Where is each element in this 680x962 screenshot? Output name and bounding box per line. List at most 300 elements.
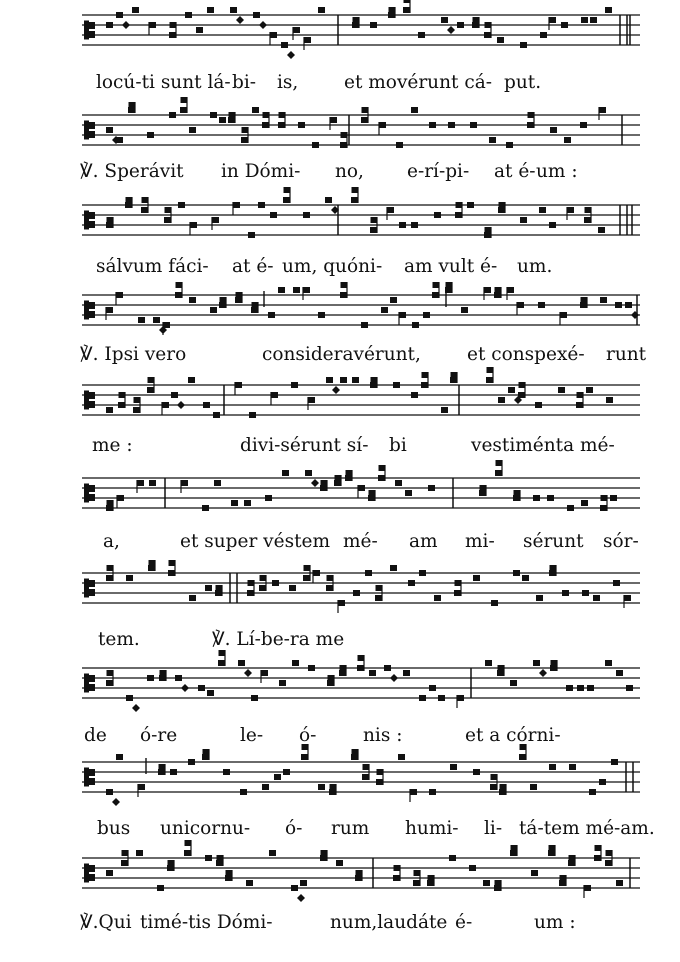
clef-upper <box>88 122 95 129</box>
neume-note <box>485 660 492 666</box>
lyric-syllable: locú-ti sunt lá- <box>96 72 231 93</box>
neume-note <box>520 42 527 48</box>
neume-note <box>138 317 145 323</box>
lyric-syllable: bi <box>389 435 407 456</box>
neume-note <box>483 880 490 886</box>
neume-note <box>508 387 515 393</box>
neume-note <box>600 297 607 303</box>
neume-note <box>249 412 256 418</box>
neume-note <box>539 207 546 213</box>
neume-note <box>304 37 311 43</box>
neume-note <box>136 850 143 856</box>
lyric-syllable: é- <box>455 912 473 933</box>
neume-note <box>616 670 623 676</box>
neume-note <box>507 287 514 293</box>
neume-note <box>606 397 613 403</box>
neume-note <box>241 137 248 143</box>
neume-note <box>611 759 618 765</box>
neume-note <box>381 307 388 313</box>
neume-note <box>116 754 123 760</box>
neume-note <box>169 32 176 38</box>
neume-note <box>318 312 325 318</box>
lyric-syllable: ó- <box>299 725 317 746</box>
neume-note <box>538 302 545 308</box>
neume-note <box>265 495 272 501</box>
neume-note <box>238 660 245 666</box>
clef-lower <box>88 684 95 691</box>
lyric-syllable: vestiménta mé- <box>471 435 615 456</box>
neume-note <box>292 660 299 666</box>
neume-note <box>587 685 594 691</box>
lyric-syllable: ℣. Ipsi vero <box>80 344 187 365</box>
neume-note <box>274 774 281 780</box>
neume-note <box>326 377 333 383</box>
neume-note <box>411 392 418 398</box>
neume-note <box>562 590 569 596</box>
neume-note <box>244 500 251 506</box>
neume-note <box>467 202 474 208</box>
neume-note <box>196 27 203 33</box>
neume-note <box>175 292 182 298</box>
neume-note <box>293 27 300 33</box>
neume-rhombus <box>177 401 185 409</box>
neume-note <box>300 880 307 886</box>
neume-note <box>540 32 547 38</box>
neume-note <box>438 695 445 701</box>
neume-note <box>164 217 171 223</box>
neume-note <box>484 32 491 38</box>
neume-note <box>185 12 192 18</box>
lyric-syllable: me : <box>92 435 133 456</box>
neume-note <box>473 769 480 775</box>
neume-note <box>403 7 410 13</box>
neume-note <box>198 685 205 691</box>
neume-note <box>530 784 537 790</box>
neume-rhombus <box>390 674 398 682</box>
neume-note <box>279 680 286 686</box>
neume-note <box>469 865 476 871</box>
neume-rhombus <box>132 704 140 712</box>
neume-note <box>149 22 156 28</box>
neume-note <box>441 17 448 23</box>
neume-note <box>547 495 554 501</box>
neume-note <box>600 505 607 511</box>
neume-note <box>489 137 496 143</box>
neume-note <box>106 22 113 28</box>
neume-note <box>450 764 457 770</box>
neume-note <box>403 670 410 676</box>
neume-note <box>301 754 308 760</box>
lyric-syllable: mi- <box>465 531 495 552</box>
neume-note <box>132 7 139 13</box>
neume-note <box>449 855 456 861</box>
neume-note <box>171 392 178 398</box>
neume-note <box>518 392 525 398</box>
neume-note <box>428 485 435 491</box>
neume-note <box>610 495 617 501</box>
lyric-syllable: ℣.Qui <box>80 912 132 933</box>
neume-note <box>271 392 278 398</box>
neume-rhombus <box>297 894 305 902</box>
clef-upper <box>88 580 95 587</box>
neume-note <box>616 880 623 886</box>
neume-note <box>576 402 583 408</box>
lyric-syllable: am <box>409 531 438 552</box>
neume-note <box>605 860 612 866</box>
neume-note <box>272 580 279 586</box>
clef-lower <box>88 494 95 501</box>
clef-upper <box>88 212 95 219</box>
neume-note <box>531 870 538 876</box>
neume-rhombus <box>332 386 340 394</box>
neume-note <box>457 695 464 701</box>
neume-note <box>434 212 441 218</box>
clef-lower <box>88 31 95 38</box>
neume-note <box>278 287 285 293</box>
neume-note <box>235 382 242 388</box>
neume-note <box>605 7 612 13</box>
lyric-syllable: mé- <box>343 531 378 552</box>
neume-note <box>533 495 540 501</box>
neume-note <box>338 600 345 606</box>
neume-note <box>133 407 140 413</box>
neume-note <box>116 292 123 298</box>
neume-note <box>326 585 333 591</box>
neume-note <box>305 470 312 476</box>
neume-note <box>461 307 468 313</box>
neume-note <box>517 302 524 308</box>
neume-note <box>593 595 600 601</box>
neume-note <box>361 117 368 123</box>
lyric-syllable: am vult é- <box>404 256 498 277</box>
neume-note <box>106 407 113 413</box>
neume-note <box>121 860 128 866</box>
neume-note <box>567 505 574 511</box>
neume-rhombus <box>259 21 267 29</box>
neume-note <box>419 695 426 701</box>
neume-note <box>421 382 428 388</box>
neume-note <box>535 402 542 408</box>
neume-note <box>497 37 504 43</box>
neume-note <box>454 590 461 596</box>
neume-note <box>340 292 347 298</box>
neume-rhombus <box>181 684 189 692</box>
neume-note <box>291 885 298 891</box>
neume-note <box>413 880 420 886</box>
lyric-syllable: ó-re <box>140 725 178 746</box>
neume-note <box>218 660 225 666</box>
neume-note <box>205 855 212 861</box>
neume-note <box>303 287 310 293</box>
neume-note <box>325 197 332 203</box>
neume-note <box>106 575 113 581</box>
lyric-syllable: bus <box>97 818 131 839</box>
neume-note <box>210 112 217 118</box>
neume-note <box>283 769 290 775</box>
clef-upper <box>88 302 95 309</box>
neume-note <box>219 117 226 123</box>
neume-note <box>486 377 493 383</box>
neume-note <box>163 322 170 328</box>
lyric-syllable: humi- <box>405 818 459 839</box>
neume-note <box>429 789 436 795</box>
neume-note <box>564 137 571 143</box>
lyric-syllable: le- <box>240 725 264 746</box>
neume-note <box>210 307 217 313</box>
neume-note <box>567 207 574 213</box>
lyric-syllable: et super véstem <box>180 531 331 552</box>
neume-note <box>269 850 276 856</box>
neume-note <box>313 570 320 576</box>
neume-note <box>590 17 597 23</box>
neume-note <box>412 322 419 328</box>
neume-note <box>615 302 622 308</box>
lyric-syllable: consideravérunt, <box>262 344 421 365</box>
lyric-syllable: no, <box>335 161 364 182</box>
neume-note <box>358 485 365 491</box>
lyric-syllable: tem. <box>98 629 140 650</box>
neume-note <box>262 122 269 128</box>
lyric-syllable: put. <box>504 72 542 93</box>
neume-note <box>169 112 176 118</box>
lyric-syllable: e-rí-pi- <box>407 161 470 182</box>
neume-note <box>106 127 113 133</box>
lyric-syllable: tá-tem mé-am. <box>519 818 655 839</box>
neume-note <box>308 397 315 403</box>
neume-note <box>184 850 191 856</box>
neume-note <box>361 322 368 328</box>
neume-note <box>116 137 123 143</box>
clef-lower <box>88 401 95 408</box>
neume-note <box>318 784 325 790</box>
neume-note <box>223 769 230 775</box>
neume-note <box>282 470 289 476</box>
neume-note <box>581 500 588 506</box>
neume-note <box>457 22 464 28</box>
neume-note <box>340 377 347 383</box>
neume-note <box>230 7 237 13</box>
neume-note <box>405 490 412 496</box>
lyric-syllable: timé-tis Dómi- <box>140 912 273 933</box>
neume-note <box>398 754 405 760</box>
neume-note <box>126 695 133 701</box>
neume-note <box>577 685 584 691</box>
neume-note <box>584 885 591 891</box>
neume-note <box>484 287 491 293</box>
lyric-syllable: um : <box>534 912 576 933</box>
neume-note <box>117 495 124 501</box>
clef-upper <box>88 22 95 29</box>
neume-note <box>147 132 154 138</box>
neume-note <box>520 217 527 223</box>
neume-note <box>153 317 160 323</box>
neume-note <box>340 142 347 148</box>
neume-rhombus <box>236 16 244 24</box>
clef-lower <box>88 874 95 881</box>
clef-lower <box>88 131 95 138</box>
lyric-syllable: at é- <box>232 256 274 277</box>
neume-note <box>384 665 391 671</box>
neume-note <box>527 122 534 128</box>
neume-note <box>408 580 415 586</box>
lyric-syllable: ó- <box>285 818 303 839</box>
lyric-syllable: runt <box>606 344 647 365</box>
lyric-syllable: sór- <box>603 531 639 552</box>
clef-upper <box>88 675 95 682</box>
neume-note <box>353 590 360 596</box>
neume-note <box>138 784 145 790</box>
neume-note <box>387 207 394 213</box>
neume-note <box>303 212 310 218</box>
neume-note <box>231 500 238 506</box>
neume-note <box>106 870 113 876</box>
neume-note <box>369 670 376 676</box>
neume-note <box>396 142 403 148</box>
neume-note <box>376 779 383 785</box>
neume-note <box>491 600 498 606</box>
neume-note <box>441 407 448 413</box>
neume-note <box>506 142 513 148</box>
lyric-syllable: de <box>84 725 107 746</box>
neume-rhombus <box>631 311 639 319</box>
neume-note <box>390 565 397 571</box>
neume-note <box>550 127 557 133</box>
neume-note <box>330 117 337 123</box>
lyric-syllable: nis : <box>363 725 403 746</box>
neume-note <box>561 22 568 28</box>
neume-note <box>106 789 113 795</box>
neume-note <box>258 202 265 208</box>
neume-note <box>188 377 195 383</box>
neume-note <box>411 107 418 113</box>
neume-note <box>162 402 169 408</box>
neume-note <box>253 12 260 18</box>
neume-note <box>178 202 185 208</box>
neume-note <box>207 7 214 13</box>
neume-note <box>624 595 631 601</box>
neume-note <box>490 784 497 790</box>
neume-note <box>312 142 319 148</box>
lyric-syllable: is, <box>277 72 299 93</box>
neume-note <box>141 207 148 213</box>
clef-upper <box>88 485 95 492</box>
neume-note <box>137 480 144 486</box>
clef-lower <box>88 589 95 596</box>
neume-note <box>410 789 417 795</box>
neume-note <box>207 690 214 696</box>
neume-note <box>566 685 573 691</box>
lyric-syllable: um : <box>536 161 578 182</box>
lyric-syllable: divi-sérunt sí- <box>240 435 369 456</box>
neume-note <box>283 197 290 203</box>
neume-note <box>180 107 187 113</box>
lyric-syllable: ℣. Lí-be-ra me <box>212 629 345 650</box>
clef-lower <box>88 221 95 228</box>
neume-note <box>213 412 220 418</box>
neume-note <box>303 575 310 581</box>
lyric-syllable: et movérunt cá- <box>344 72 492 93</box>
neume-note <box>190 222 197 228</box>
lyric-syllable: sálvum fáci- <box>96 256 209 277</box>
neume-note <box>536 595 543 601</box>
neume-note <box>582 590 589 596</box>
neume-note <box>203 402 210 408</box>
neume-note <box>432 292 439 298</box>
lyric-syllable: ℣. Sperávit <box>80 161 184 182</box>
neume-note <box>246 880 253 886</box>
neume-note <box>393 382 400 388</box>
neume-note <box>281 42 288 48</box>
neume-note <box>268 312 275 318</box>
neume-note <box>390 297 397 303</box>
neume-note <box>365 570 372 576</box>
neume-note <box>336 860 343 866</box>
neume-note <box>106 307 113 313</box>
neume-note <box>434 595 441 601</box>
neume-note <box>181 480 188 486</box>
neume-note <box>549 17 556 23</box>
neume-note <box>278 122 285 128</box>
neume-note <box>106 680 113 686</box>
neume-note <box>262 784 269 790</box>
neume-note <box>473 575 480 581</box>
neume-note <box>586 387 593 393</box>
neume-note <box>399 312 406 318</box>
neume-note <box>298 122 305 128</box>
neume-note <box>613 580 620 586</box>
neume-note <box>126 575 133 581</box>
neume-note <box>378 475 385 481</box>
neume-note <box>599 107 606 113</box>
neume-note <box>189 127 196 133</box>
neume-note <box>418 32 425 38</box>
neume-note <box>522 575 529 581</box>
neume-note <box>423 312 430 318</box>
neume-note <box>448 122 455 128</box>
neume-note <box>248 232 255 238</box>
lyric-syllable: et conspexé- <box>467 344 585 365</box>
lyric-syllable: sérunt <box>523 531 584 552</box>
neume-note <box>584 217 591 223</box>
neume-note <box>599 779 606 785</box>
neume-rhombus <box>287 51 295 59</box>
neume-rhombus <box>539 669 547 677</box>
neume-note <box>375 595 382 601</box>
neume-note <box>626 685 633 691</box>
neume-note <box>549 764 556 770</box>
neume-note <box>605 660 612 666</box>
neume-note <box>560 312 567 318</box>
neume-note <box>495 470 502 476</box>
neume-note <box>189 297 196 303</box>
neume-rhombus <box>244 669 252 677</box>
neume-note <box>270 32 277 38</box>
neume-note <box>393 875 400 881</box>
lyric-syllable: li- <box>484 818 503 839</box>
neume-rhombus <box>311 479 319 487</box>
neume-note <box>625 302 632 308</box>
clef-upper <box>88 865 95 872</box>
neume-note <box>205 585 212 591</box>
neume-note <box>589 789 596 795</box>
neume-note <box>352 377 359 383</box>
neume-note <box>247 590 254 596</box>
clef-upper <box>88 769 95 776</box>
neume-note <box>261 670 268 676</box>
neume-note <box>252 107 259 113</box>
neume-note <box>147 675 154 681</box>
neume-note <box>455 212 462 218</box>
